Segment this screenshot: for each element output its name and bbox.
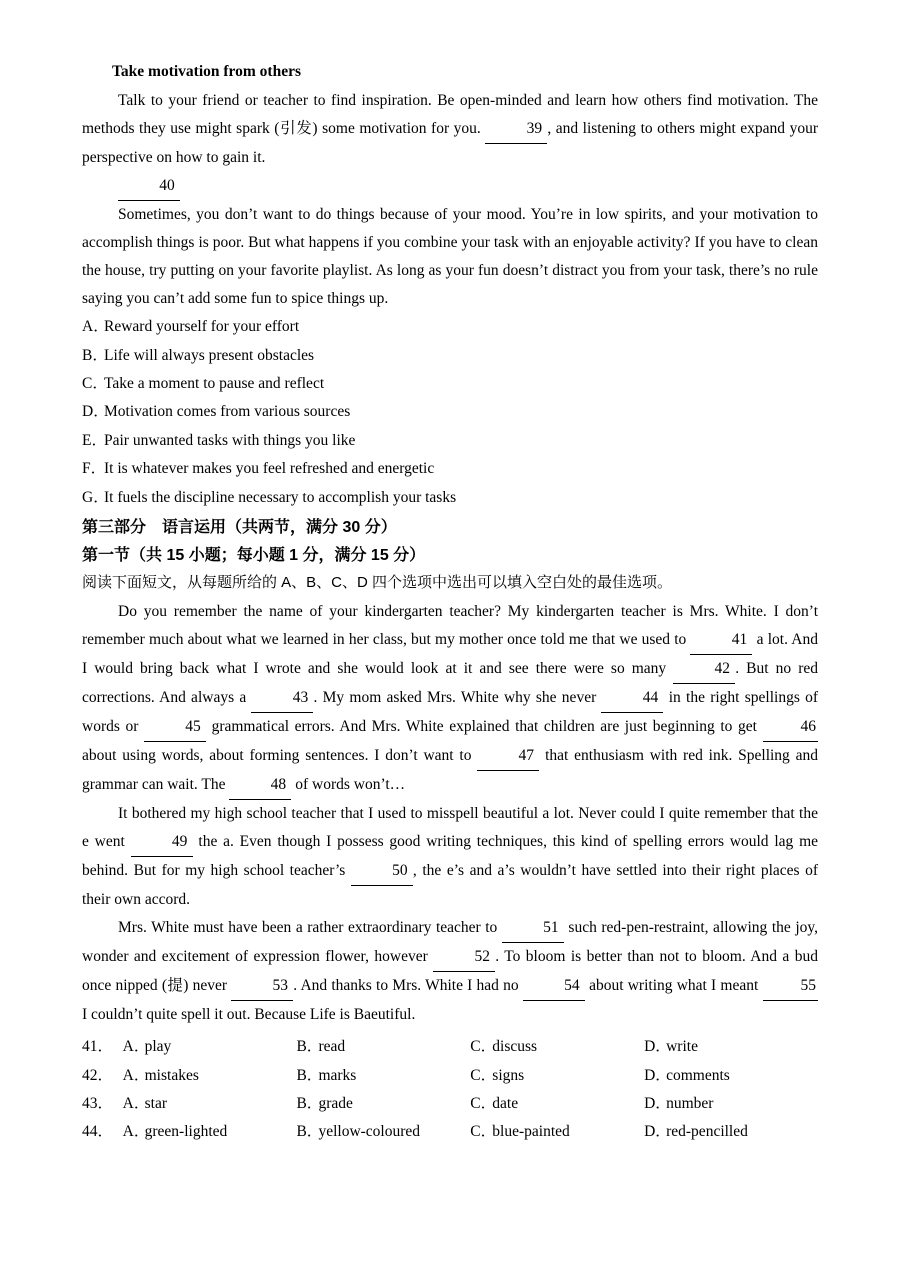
blank-51: 51 <box>502 914 564 943</box>
choice-item-f <box>82 455 818 483</box>
question-41-option-d[interactable] <box>644 1033 818 1061</box>
option-text: marks <box>318 1066 357 1084</box>
option-label: D． <box>644 1038 671 1056</box>
cloze-p3-f: I couldn’t quite spell it out. Because Life is Baeutiful. <box>82 1006 416 1024</box>
choice-item-a <box>82 313 818 341</box>
cloze-paragraph-2 <box>82 800 818 914</box>
choice-item-b <box>82 342 818 370</box>
blank-52: 52 <box>433 943 495 972</box>
option-text: blue-painted <box>492 1123 570 1141</box>
choice-text-f: It is whatever makes you feel refreshed and energetic <box>104 460 435 478</box>
option-text: red-pencilled <box>666 1123 748 1141</box>
blank-41: 41 <box>690 626 752 655</box>
cloze-p3-d: . And thanks to Mrs. White I had no <box>293 977 519 995</box>
question-42-option-d[interactable] <box>644 1062 818 1090</box>
choice-text-a: Reward yourself for your effort <box>104 318 300 336</box>
choice-letter-c: C． <box>82 375 108 393</box>
cloze-p1-a: Do you remember the name of your kindergarten teacher? My kindergarten teacher is Mrs. White. I don’t remember much about what we learned in her class, but my mother once told me that we used to <box>82 603 818 649</box>
option-label: A． <box>122 1066 150 1084</box>
question-number-43: 43． <box>82 1094 114 1112</box>
option-label: B． <box>296 1066 323 1084</box>
option-text: write <box>666 1038 698 1056</box>
choice-text-g: It fuels the discipline necessary to accomplish your tasks <box>104 488 457 506</box>
blank-45: 45 <box>144 713 206 742</box>
option-label: A． <box>122 1038 150 1056</box>
paragraph-mood: Sometimes, you don’t want to do things because of your mood. You’re in low spirits, and your motivation to accomplish things is poor. But what happens if you combine your task with an enjoyable activity? If you have to clean the house, try putting on your favorite playlist. As long as your fun doesn’t distract you from your task, there’s no rule saying you can’t add some fun to spice things up. <box>82 206 818 308</box>
question-44-option-c[interactable] <box>470 1118 644 1146</box>
part-three-title: 第三部分 语言运用（共两节，满分 30 分） <box>82 519 397 537</box>
blank-50: 50 <box>351 857 413 886</box>
question-44-option-d[interactable] <box>644 1118 818 1146</box>
section-heading: Take motivation from others <box>112 63 302 80</box>
blank-47: 47 <box>477 742 539 771</box>
cloze-p3-b: such red-pen-restraint, allowing the joy, wonder and excitement of expression flower, however <box>82 919 819 966</box>
cloze-p1-c: . But no red corrections. And always a <box>82 660 818 707</box>
option-label: A． <box>122 1094 150 1112</box>
cloze-p1-h: that enthusiasm with red ink. Spelling and grammar can wait. The <box>82 747 818 794</box>
cloze-p1-d: . My mom asked Mrs. White why she never <box>313 689 597 707</box>
table-row <box>82 1090 818 1118</box>
option-label: B． <box>296 1094 323 1112</box>
option-label: C． <box>470 1094 497 1112</box>
blank-48: 48 <box>229 771 291 800</box>
choice-text-b: Life will always present obstacles <box>104 346 315 364</box>
option-text: read <box>318 1038 346 1056</box>
choice-letter-f: F． <box>82 460 107 478</box>
question-44-option-b[interactable] <box>296 1118 470 1146</box>
option-label: D． <box>644 1094 671 1112</box>
table-row <box>82 1118 818 1146</box>
question-43-option-a[interactable] <box>123 1090 297 1118</box>
question-number-44: 44． <box>82 1123 114 1141</box>
option-text: signs <box>492 1066 525 1084</box>
question-number-42: 42． <box>82 1066 114 1084</box>
choice-letter-d: D． <box>82 403 109 421</box>
choice-letter-e: E． <box>82 431 107 449</box>
choice-text-e: Pair unwanted tasks with things you like <box>104 431 356 449</box>
cloze-p3-e: about writing what I meant <box>589 977 759 995</box>
table-row <box>82 1033 818 1061</box>
question-41-option-a[interactable] <box>123 1033 297 1061</box>
question-41-option-c[interactable] <box>470 1033 644 1061</box>
choice-item-g <box>82 484 818 512</box>
paragraph-text-a: Talk to your friend or teacher to find inspiration. Be open-minded and learn how others find motivation. The methods they use might spark (引发) some motivation for you. <box>82 92 818 138</box>
choice-item-e <box>82 427 818 455</box>
cloze-p1-g: about using words, about forming sentences. I don’t want to <box>82 747 472 765</box>
table-row <box>82 1062 818 1090</box>
cloze-instruction: 阅读下面短文，从每题所给的 A、B、C、D 四个选项中选出可以填入空白处的最佳选项。 <box>82 574 673 592</box>
choice-letter-g: G． <box>82 488 109 506</box>
option-label: D． <box>644 1123 671 1141</box>
part-three-subtitle: 第一节（共 15 小题；每小题 1 分，满分 15 分） <box>82 547 426 565</box>
cloze-p2-b: the a. Even though I possess good writing techniques, this kind of spelling errors would lag me behind. But for my high school teacher’s <box>82 833 818 880</box>
blank-42: 42 <box>673 655 735 684</box>
cloze-p1-e: in the right spellings of words or <box>82 689 819 736</box>
question-41-option-b[interactable] <box>296 1033 470 1061</box>
blank-43: 43 <box>251 684 313 713</box>
option-text: date <box>492 1094 519 1112</box>
cloze-p3-c: . To bloom is better than not to bloom. And a bud once nipped (提) never <box>82 948 818 995</box>
choice-list <box>82 313 818 512</box>
option-label: A． <box>122 1123 150 1141</box>
question-43-option-b[interactable] <box>296 1090 470 1118</box>
choice-item-c <box>82 370 818 398</box>
option-text: discuss <box>492 1038 538 1056</box>
cloze-p1-i: of words won’t… <box>295 776 406 794</box>
question-42-option-a[interactable] <box>123 1062 297 1090</box>
question-number-41: 41． <box>82 1038 114 1056</box>
choice-letter-b: B． <box>82 346 108 364</box>
blank-40: 40 <box>118 172 180 201</box>
blank-53: 53 <box>231 972 293 1001</box>
option-text: comments <box>666 1066 730 1084</box>
option-text: number <box>666 1094 714 1112</box>
choice-item-d <box>82 398 818 426</box>
option-text: mistakes <box>144 1066 199 1084</box>
paragraph-blank-40 <box>82 172 818 201</box>
choice-text-d: Motivation comes from various sources <box>104 403 351 421</box>
option-text: play <box>144 1038 172 1056</box>
paragraph-take-motivation <box>82 87 818 172</box>
blank-55: 55 <box>763 972 819 1001</box>
question-42-option-c[interactable] <box>470 1062 644 1090</box>
option-label: B． <box>296 1038 323 1056</box>
question-43-option-d[interactable] <box>644 1090 818 1118</box>
question-43-option-c[interactable] <box>470 1090 644 1118</box>
option-label: C． <box>470 1066 497 1084</box>
cloze-p3-a: Mrs. White must have been a rather extraordinary teacher to <box>118 919 498 937</box>
question-42-option-b[interactable] <box>296 1062 470 1090</box>
choice-letter-a: A． <box>82 318 109 336</box>
option-text: green-lighted <box>144 1123 228 1141</box>
blank-49: 49 <box>131 828 193 857</box>
option-text: yellow-coloured <box>318 1123 421 1141</box>
option-label: B． <box>296 1123 323 1141</box>
question-44-option-a[interactable] <box>123 1118 297 1146</box>
paragraph-text-b: , and listening to others might expand your perspective on how to gain it. <box>82 120 818 167</box>
blank-44: 44 <box>601 684 663 713</box>
option-label: C． <box>470 1123 497 1141</box>
blank-54: 54 <box>523 972 585 1001</box>
cloze-p1-f: grammatical errors. And Mrs. White explained that children are just beginning to get <box>211 718 757 736</box>
option-text: star <box>144 1094 168 1112</box>
cloze-p2-c: , the e’s and a’s wouldn’t have settled into their right places of their own accord. <box>82 862 819 909</box>
cloze-p1-b: a lot. And I would bring back what I wrote and she would look at it and see there were so many <box>82 631 818 678</box>
blank-39: 39 <box>485 115 547 144</box>
blank-46: 46 <box>763 713 819 742</box>
choice-text-c: Take a moment to pause and reflect <box>104 375 325 393</box>
cloze-paragraph-3 <box>82 914 818 1029</box>
option-label: C． <box>470 1038 497 1056</box>
option-text: grade <box>318 1094 353 1112</box>
cloze-paragraph-1 <box>82 598 818 800</box>
question-table <box>82 1033 818 1147</box>
option-label: D． <box>644 1066 671 1084</box>
cloze-p2-a: It bothered my high school teacher that I used to misspell beautiful a lot. Never could I quite remember that the e went <box>82 805 818 851</box>
